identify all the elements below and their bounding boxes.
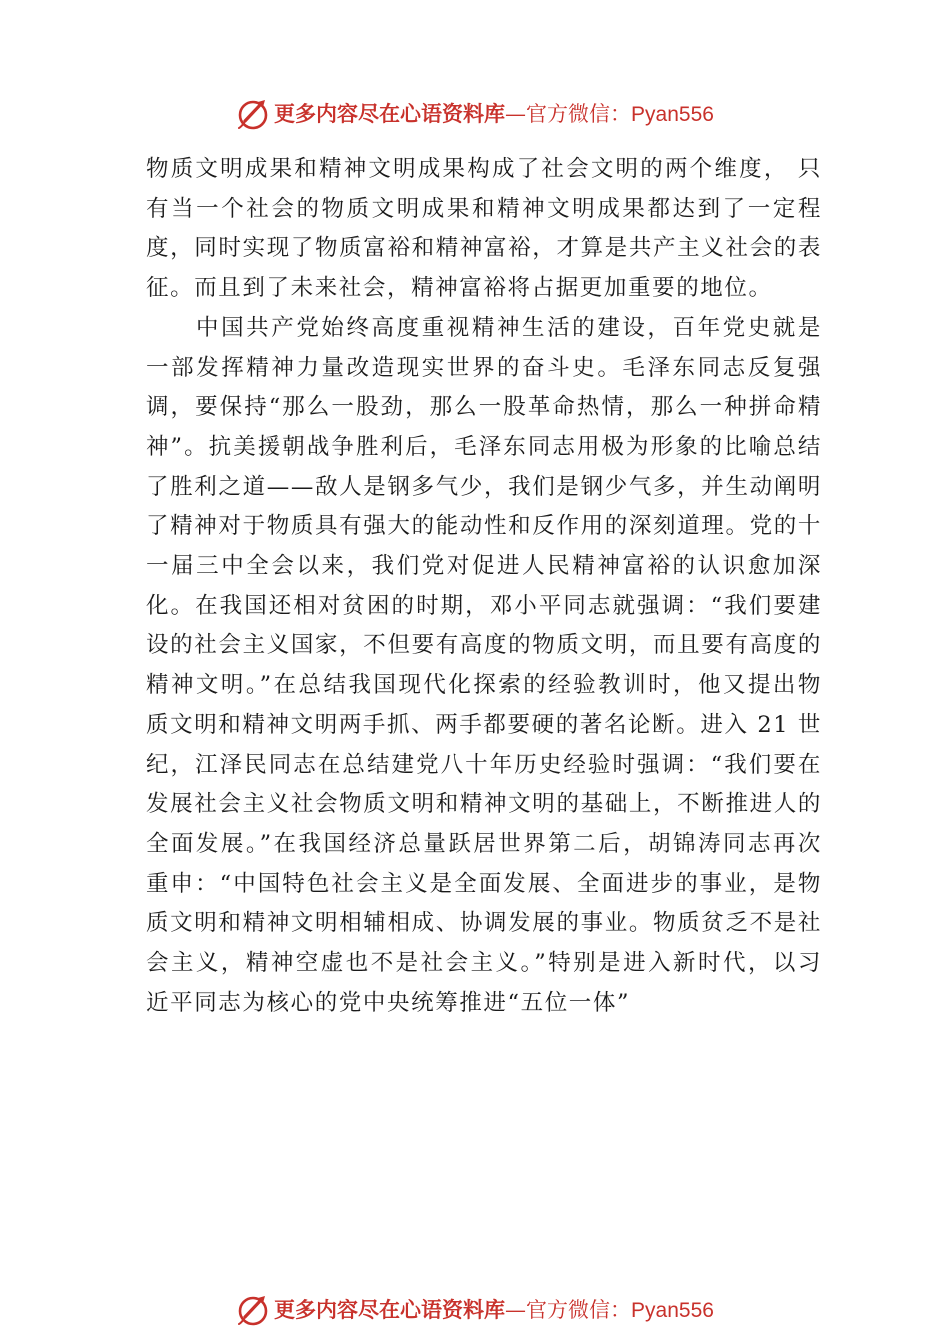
footer-banner (0, 1290, 950, 1330)
brush-pen-logo-icon (236, 97, 270, 131)
footer-wechat-id: Pyan556 (631, 1299, 714, 1322)
header-separator: — (505, 102, 527, 126)
footer-brand-text: 更多内容尽在心语资料库 (274, 1297, 506, 1322)
footer-text (274, 1299, 714, 1321)
paragraph-2: 中国共产党始终高度重视精神生活的建设，百年党史就是一部发挥精神力量改造现实世界的奋斗史。毛泽东同志反复强调，要保持“那么一股劲，那么一股革命热情，那么一种拼命精神”。抗美援朝战争胜利后，毛泽东同志用极为形象的比喻总结了胜利之道——敌人是钢多气少，我们是钢少气多，并生动阐明了精神对于物质具有强大的能动性和反作用的深刻道理。党的十一届三中全会以来，我们党对促进人民精神富裕的认识愈加深化。在我国还相对贫困的时期，邓小平同志就强调：“我们要建设的社会主义国家，不但要有高度的物质文明，而且要有高度的精神文明。”在总结我国现代化探索的经验教训时，他又提出物质文明和精神文明两手抓、两手都要硬的著名论断。进入 21 世纪，江泽民同志在总结建党八十年历史经验时强调：“我们要在发展社会主义社会物质文明和精神文明的基础上，不断推进人的全面发展。”在我国经济总量跃居世界第二后，胡锦涛同志再次重申：“中国特色社会主义是全面发展、全面进步的事业，是物质文明和精神文明相辅相成、协调发展的事业。物质贫乏不是社会主义，精神空虚也不是社会主义。”特别是进入新时代，以习近平同志为核心的党中央统筹推进“五位一体” (146, 314, 822, 1016)
header-brand-text: 更多内容尽在心语资料库 (274, 101, 506, 126)
footer-separator: — (505, 1298, 527, 1322)
footer-label: 官方微信： (526, 1298, 632, 1322)
header-wechat-id: Pyan556 (631, 103, 714, 126)
paragraph-1: 物质文明成果和精神文明成果构成了社会文明的两个维度， 只有当一个社会的物质文明成果和精神文明成果都达到了一定程度，同时实现了物质富裕和精神富裕，才算是共产主义社会的表征。而且到了未来社会，精神富裕将占据更加重要的地位。 (146, 156, 822, 302)
header-label: 官方微信： (526, 102, 632, 126)
header-text (274, 103, 714, 125)
brush-pen-logo-icon (236, 1293, 270, 1327)
document-body (146, 150, 822, 1023)
header-banner (0, 94, 950, 134)
